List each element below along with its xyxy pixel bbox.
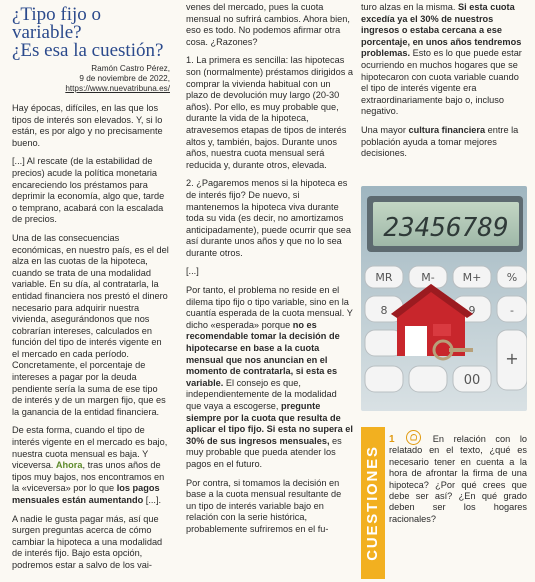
paragraph: [...] Al rescate (de la estabilidad de precios) acude la política monetaria encareciendo los préstamos para deprimir la economía, algo que, tarde o temprano, acabará con la escalada de precios. — [12, 156, 165, 225]
question-text: En relación con lo relatado en el texto, ¿qué es necesario tener en cuenta a la hora de afrontar la firma de una hipoteca? ¿Por qué crees que debe ser así? ¿En qué grado deben ser los hogares racionales? — [389, 434, 527, 524]
byline — [12, 64, 170, 94]
questions-box — [361, 427, 527, 579]
text-run: , tras unos años de tipos muy bajos, nos encontramos en la «viceversa» por lo que — [12, 460, 165, 494]
paragraph: Una de las consecuencias económicas, en nuestro país, es el del alza en las cuotas de la hipoteca, cuando se trata de una modalidad variable. En su día, al contratarla, la entidad financiera nos prestó el dinero necesario para adquirir nuestra vivienda, asegurándonos que nos cobrarían intereses, calculados en función del tipo de interés vigente en el mercado en cada período. Concretamente, el porcentaje de intereses a pagar por la deuda pendiente sería la suma de ese tipo de interés y de un margen fijo, que es la ganancia de la entidad financiera. — [12, 232, 169, 417]
text-run: Esto es lo que puede estar ocurriendo en muchos hogares que se hipotecaron con cuota variable cuando el tipo de interés vigente era extraordinariamente bajo o, incluso negativo. — [361, 48, 522, 117]
title-line-1: ¿Tipo fijo o variable? — [12, 4, 102, 43]
text-run: turo alzas en la misma. — [361, 2, 459, 12]
text-run: De esta forma, cuando el tipo de interés vigente en el mercado es bajo, nuestra cuota mensual es baja. Y viceversa. — [12, 425, 168, 471]
paragraph: Por contra, si tomamos la decisión en base a la cuota mensual resultante de un tipo de interés variable bajo en relación con la serie histórica, probablemente sufriremos en el fu- — [186, 477, 342, 534]
highlight: no es recomendable tomar la decisión de hipotecarse en base a la cuota mensual que nos anuncian en el momento de contratarla, si esta es variable. — [186, 319, 340, 388]
text-run: [...]. — [143, 495, 162, 505]
paragraph: 1. La primera es sencilla: las hipotecas son (normalmente) préstamos dirigidos a comprar la vivienda habitual con un plazo de devolución muy largo (20-30 años). Por ello, es muy probable que, durante la vida de la hipoteca, atravesemos etapas de tipos de interés altos y, también, bajos. Durante unos años, nuestra cuota mensual será reducida y, durante otros, elevada. — [186, 55, 353, 170]
calculator-house-photo — [361, 186, 527, 411]
key-label: 9 — [468, 304, 476, 317]
question-number: 1 — [389, 434, 395, 445]
text-run: entre la población ayuda a tomar mejores decisiones. — [361, 124, 519, 159]
key-label: MR — [375, 271, 393, 284]
author-date: 9 de noviembre de 2022, — [79, 74, 170, 83]
title-line-2: ¿Es esa la cuestión? — [12, 40, 164, 61]
key-label: + — [505, 349, 519, 368]
key-label: M+ — [462, 271, 482, 284]
highlight: Ahora — [55, 460, 83, 471]
question-1 — [389, 430, 527, 525]
calculator-display: 23456789 — [383, 213, 509, 243]
highlight: Si esta cuota excedía ya el 30% de nuestros ingresos o estaba cercana a ese porcentaje, en unos años tendremos problemas. — [361, 2, 522, 59]
column-2 — [186, 2, 354, 543]
paragraph — [12, 425, 170, 506]
paragraph — [186, 285, 354, 471]
paragraph: 2. ¿Pagaremos menos si la hipoteca es de interés fijo? De nuevo, si mantenemos la hipoteca viva durante toda su vida (es decir, no amortizamos anticipadamente), puede ocurrir que sea así durante unos años y que no lo sea durante otros. — [186, 178, 351, 258]
source-link[interactable]: https://www.nuevatribuna.es/ — [65, 84, 170, 93]
text-run: es muy probable que pueda atender los pagos en el futuro. — [186, 435, 342, 469]
thinking-head-icon — [406, 430, 421, 445]
highlight: pregunte siempre por la cuota que resulta de aplicar el tipo fijo. Si esta no supera el 30% de sus ingresos mensuales, — [186, 401, 353, 446]
paragraph: venes del mercado, pues la cuota mensual no sufrirá cambios. Ahora bien, eso es todo. No podemos afirmar otra cosa. ¿Razones? — [186, 2, 350, 47]
highlight: cultura financiera — [408, 124, 486, 135]
questions-label: CUESTIONES — [364, 445, 381, 561]
text-run: Una mayor — [361, 124, 409, 135]
paragraph — [361, 125, 527, 160]
column-1 — [12, 0, 170, 579]
paragraph: A nadie le gusta pagar más, así que surgen preguntas acerca de cómo cambiar la hipoteca a una modalidad de interés fijo. Bajo esta opción, podremos estar a salvo de los vai- — [12, 513, 163, 570]
highlight: los pagos mensuales están aumentando — [12, 483, 160, 505]
ellipsis: [...] — [186, 266, 199, 277]
questions-tab — [361, 427, 385, 579]
paragraph: Hay épocas, difíciles, en las que los tipos de interés son elevados. Y, si lo están, es por algo y no precisamente bueno. — [12, 103, 163, 148]
key-label: 8 — [380, 304, 388, 317]
key-label: 00 — [463, 373, 481, 388]
page-title — [12, 6, 170, 60]
author-name: Ramón Castro Pérez, — [91, 64, 170, 73]
key-label: M- — [421, 271, 435, 284]
key-label: - — [510, 304, 514, 317]
text-run: Por tanto, el problema no reside en el dilema tipo fijo o tipo variable, sino en la cuantía esperada de la cuota mensual. Y dicho «esperada» porque — [186, 285, 353, 330]
key-label: % — [506, 271, 518, 284]
text-run: El consejo es que, independientemente de la modalidad que vaya a escogerse, — [186, 377, 337, 411]
column-3 — [361, 2, 527, 167]
paragraph — [361, 2, 527, 118]
